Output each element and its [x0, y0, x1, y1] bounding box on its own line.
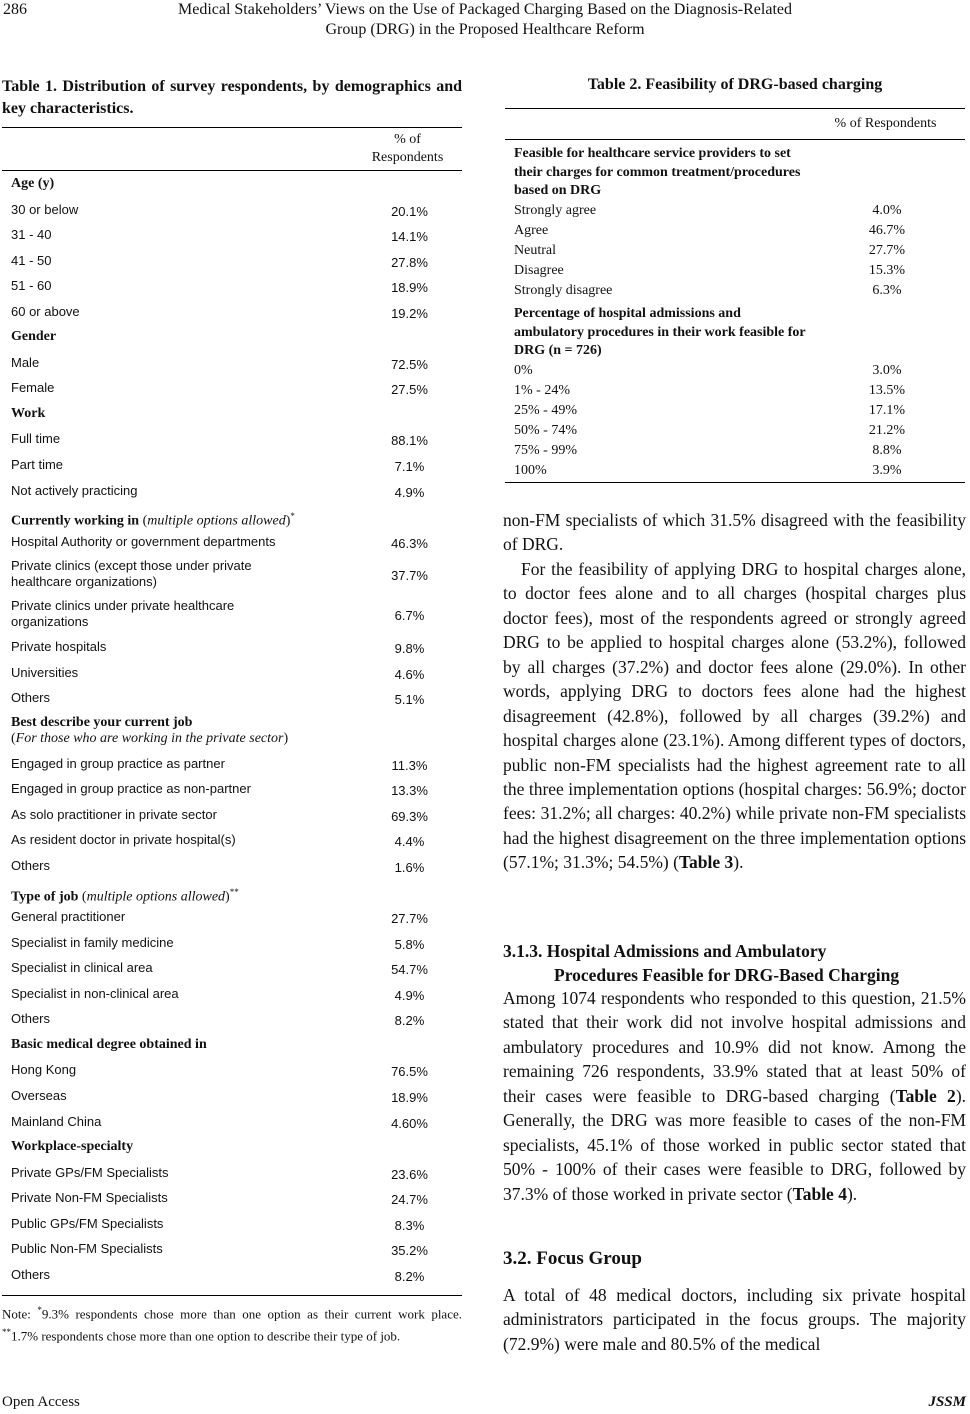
table1-row-value: 5.1% [394, 692, 425, 708]
table1-row-label: Others [11, 1011, 51, 1027]
table1-row [2, 223, 462, 249]
table1-row-label: Part time [11, 457, 64, 473]
table1-row [2, 635, 462, 661]
table1-row [2, 777, 462, 803]
table1-note: Note: *9.3% respondents chose more than one option as their current work place. **1.7% respondents chose more than one option to describe their type of job. [2, 1305, 462, 1344]
table1-header-rule [2, 170, 462, 171]
table1-row-value: 6.7% [394, 608, 425, 624]
table1-row-label: Others [11, 1266, 51, 1282]
table2-row-label: Agree [514, 222, 549, 238]
table1-row [2, 530, 462, 556]
table2-row [514, 461, 964, 481]
table1-row-value: 4.4% [394, 834, 425, 850]
table1-row-label: Public Non-FM Specialists [11, 1241, 163, 1257]
table1-row-label: Workplace-specialty [11, 1139, 134, 1155]
table1-row-value: 20.1% [391, 203, 428, 219]
table2-row-label: Disagree [514, 262, 564, 278]
table1-row-label: Universities [11, 664, 79, 680]
table2-bottom-rule [505, 482, 965, 483]
table1-row-label: As solo practitioner in private sector [11, 806, 217, 822]
table1-row-value: 18.9% [391, 280, 428, 296]
table1-row-value: 4.9% [394, 987, 425, 1003]
table2-row-label: 100% [514, 462, 547, 478]
table1-row-value: 4.6% [394, 666, 425, 682]
table1-row-value: 4.60% [391, 1115, 428, 1131]
table1-row [2, 1237, 462, 1263]
table1-row-label: Private hospitals [11, 639, 107, 655]
table1-row-value: 18.9% [391, 1089, 428, 1105]
table2-group-feasible-charges [514, 145, 964, 301]
table1-top-rule [2, 127, 462, 128]
table1-row-label: As resident doctor in private hospital(s) [11, 832, 236, 848]
table-reference: Table 4 [792, 1183, 847, 1204]
paragraph: For the feasibility of applying DRG to hospital charges alone, to doctor fees alone and to all charges (hospital charges plus doctor fees), most of the respondents agreed or strongly agreed DRG to be applied to hospital charges alone (53.2%), followed by all charges (37.2%) and doctor fees alone (29.0%). In other words, applying DRG to doctors fees alone had the highest disagreement (42.8%), followed by all charges (39.2%) and hospital charges alone (23.1%). Among different types of doctors, public non-FM specialists had the highest agreement rate to all the three implementation options (hospital charges: 56.9%; doctor fees: 31.2%; all charges: 40.2%) while private non-FM specialists had the highest disagreement on the three implementation options (57.1%; 31.3%; 54.5%) (Table 3). [503, 558, 966, 873]
table1-row-value: 19.2% [391, 305, 428, 321]
table1-row [2, 1186, 462, 1212]
running-title: Medical Stakeholders’ Views on the Use of Packaged Charging Based on the Diagnosis-Related Group (DRG) in the Proposed Healthcare Reform [177, 1, 792, 38]
table2-row [514, 401, 964, 421]
table2-row-label: Strongly agree [514, 202, 597, 218]
table1-row [2, 905, 462, 931]
table1-row-label: Private clinics (except those under private healthcare organizations) [11, 558, 252, 590]
table2-row [514, 261, 964, 281]
page-number: 286 [3, 1, 27, 18]
table1-row-value: 46.3% [391, 535, 428, 551]
table1-row [2, 427, 462, 453]
table1-row-label: Private GPs/FM Specialists [11, 1164, 169, 1180]
table2-row-value: 6.3% [872, 282, 902, 298]
table1-row-label: General practitioner [11, 909, 126, 925]
table1-row-value: 54.7% [391, 962, 428, 978]
table1-row-label: 51 - 60 [11, 278, 52, 294]
table1-caption: Table 1. Distribution of survey respondents, by demographics and key characteristics. [2, 78, 462, 117]
table2-row-value: 21.2% [868, 422, 906, 438]
body-paragraphs-top [503, 508, 966, 875]
table1-row-label: Type of job (multiple options allowed)** [11, 886, 239, 905]
table1-row-label: Basic medical degree obtained in [11, 1036, 207, 1052]
table2-row [514, 221, 964, 241]
table1-row-value: 1.6% [394, 860, 425, 876]
table2-row-value: 46.7% [868, 222, 906, 238]
table1-row-label: Mainland China [11, 1113, 102, 1129]
table1-row [2, 249, 462, 275]
table1-row-value: 8.3% [394, 1217, 425, 1233]
table1-row-value: 27.5% [391, 382, 428, 398]
table1-row [2, 595, 462, 635]
table2-row-value: 3.9% [872, 462, 902, 478]
table2-row-value: 15.3% [868, 262, 906, 278]
table2-row [514, 421, 964, 441]
table1-row-label: Hospital Authority or government departments [11, 533, 276, 549]
table1-row-label: 41 - 50 [11, 252, 52, 268]
table1-bottom-rule [2, 1295, 462, 1296]
table2-group-heading: Percentage of hospital admissions and ambulatory procedures in their work feasible for DRG (n = 726) [514, 306, 806, 358]
table1-row-value: 8.2% [394, 1013, 425, 1029]
table1-row-value: 8.2% [394, 1268, 425, 1284]
footer-journal: JSSM [928, 1394, 966, 1410]
table1-row [2, 931, 462, 957]
table2-row-value: 13.5% [868, 382, 906, 398]
table1-row-label: Engaged in group practice as partner [11, 755, 225, 771]
table1-row-value: 14.1% [391, 229, 428, 245]
table1-row-value: 24.7% [391, 1192, 428, 1208]
table1-row-value: 11.3% [391, 757, 428, 773]
table1-row-label: Not actively practicing [11, 482, 138, 498]
table2-row-label: 0% [514, 362, 533, 378]
table1-row-label: Private clinics under private healthcare organizations [11, 598, 235, 630]
table1-category-row [2, 402, 462, 428]
table1-row-label: Currently working in (multiple options allowed)* [11, 511, 295, 529]
table1-row-value: 37.7% [391, 568, 428, 584]
table1-row [2, 376, 462, 402]
table1-row [2, 828, 462, 854]
table1-row [2, 956, 462, 982]
table1-row-label: Others [11, 690, 51, 706]
table1-row-label: Male [11, 354, 40, 370]
table2-row-label: Neutral [514, 242, 556, 258]
table1-category-row [2, 1135, 462, 1161]
table1-row-label: Others [11, 858, 51, 874]
table2-row-label: 1% - 24% [514, 382, 570, 398]
table2-row-value: 17.1% [868, 402, 906, 418]
table-reference: Table 2 [895, 1085, 956, 1106]
table1-row-label: Age (y) [11, 176, 55, 191]
table1-row [2, 661, 462, 687]
table1-row [2, 982, 462, 1008]
section-heading-3-1-3: 3.1.3. Hospital Admissions and Ambulatory Procedures Feasible for DRG-Based Charging [503, 941, 900, 985]
body-paragraph-section-3-2 [503, 1283, 966, 1356]
table1-row [2, 1263, 462, 1289]
table1-row-value: 23.6% [391, 1166, 428, 1182]
table2-group-percentage-cases [514, 305, 964, 481]
table1-row-label: Private Non-FM Specialists [11, 1190, 168, 1206]
table1-row-label: Full time [11, 431, 61, 447]
table2-row-value: 4.0% [872, 202, 902, 218]
table2-caption: Table 2. Feasibility of DRG-based charging [587, 76, 883, 93]
table1-category-row [2, 325, 462, 351]
table2-row-value: 3.0% [872, 362, 902, 378]
table1-row [2, 274, 462, 300]
table2-row [514, 361, 964, 381]
table2-row [514, 381, 964, 401]
table1-row [2, 479, 462, 505]
table1-row-label: Hong Kong [11, 1062, 77, 1078]
table1-row-value: 4.9% [394, 484, 425, 500]
table1-category-row [2, 1033, 462, 1059]
table1-row [2, 1161, 462, 1187]
table2-row-label: 50% - 74% [514, 422, 577, 438]
table1-column-header: % of Respondents [371, 132, 444, 165]
table1-row-label: 60 or above [11, 303, 80, 319]
table2-row [514, 201, 964, 221]
table2-row-label: 25% - 49% [514, 402, 577, 418]
table1-row-value: 69.3% [391, 808, 428, 824]
table1-row [2, 1007, 462, 1033]
table1-row [2, 555, 462, 595]
paragraph: Among 1074 respondents who responded to this question, 21.5% stated that their work did not involve hospital admissions and ambulatory procedures and 10.9% did not know. Among the remaining 726 respondents, 33.9% stated that at least 50% of their cases were feasible to DRG-based charging (Table 2). Generally, the DRG was more feasible to cases of the non-FM specialists, 45.1% of those worked in public sector stated that 50% - 100% of their cases were feasible to DRG, followed by 37.3% of those worked in private sector (Table 4). [503, 988, 967, 1204]
table2-row-label: Strongly disagree [514, 282, 613, 298]
table2-column-header: % of Respondents [834, 116, 937, 131]
footer-open-access: Open Access [2, 1394, 80, 1410]
table2-row [514, 441, 964, 461]
table1-category-row [2, 172, 462, 198]
table2-row-value: 8.8% [872, 442, 902, 458]
table1-row-label: Female [11, 380, 55, 396]
table1-row-label: 31 - 40 [11, 227, 52, 243]
table1-row-label: Work [11, 405, 46, 421]
table1-row [2, 1084, 462, 1110]
table1-row-label: Best describe your current job (For those who are working in the private sector) [11, 714, 289, 746]
paragraph: A total of 48 medical doctors, including six private hospital administrators participated in the focus groups. The majority (72.9%) were male and 80.5% of the medical [503, 1285, 966, 1354]
table1-row-value: 27.8% [391, 254, 428, 270]
table2-row-value: 27.7% [868, 242, 906, 258]
table1-row-label: Specialist in clinical area [11, 960, 153, 976]
table1-row [2, 1058, 462, 1084]
table2-header-rule [505, 139, 965, 140]
running-header [0, 0, 970, 40]
table2-row-label: 75% - 99% [514, 442, 577, 458]
table1-row-value: 88.1% [391, 433, 428, 449]
table1-row [2, 854, 462, 880]
table1-row [2, 803, 462, 829]
table1-row-label: Public GPs/FM Specialists [11, 1215, 164, 1231]
body-paragraph-section-3-1-3 [503, 986, 966, 1206]
table1-row-value: 27.7% [391, 911, 428, 927]
table2-row [514, 241, 964, 261]
table1-row [2, 1110, 462, 1136]
table1-row-label: Specialist in family medicine [11, 934, 174, 950]
table1-row [2, 351, 462, 377]
table1-row-value: 35.2% [391, 1243, 428, 1259]
table1-row-value: 5.8% [394, 936, 425, 952]
table1-category-row [2, 504, 462, 530]
table1-row [2, 686, 462, 712]
table-reference: Table 3 [678, 852, 734, 873]
table1-category-row [2, 712, 462, 752]
table1-row-label: Gender [11, 329, 57, 345]
table1-body [2, 172, 462, 1288]
table1-row-label: Overseas [11, 1087, 67, 1103]
table1-row [2, 752, 462, 778]
table1-row-label: Specialist in non-clinical area [11, 985, 179, 1001]
table2-top-rule [505, 108, 965, 109]
table1-category-row [2, 880, 462, 906]
table1-row-value: 72.5% [391, 356, 428, 372]
paragraph: non-FM specialists of which 31.5% disagreed with the feasibility of DRG. [503, 510, 966, 555]
table1-row-label: Engaged in group practice as non-partner [11, 781, 251, 797]
table1-row-value: 76.5% [391, 1064, 428, 1080]
table1-row-label: 30 or below [11, 201, 79, 217]
table1-row [2, 453, 462, 479]
table1-row [2, 300, 462, 326]
section-heading-3-2: 3.2. Focus Group [503, 1248, 643, 1269]
table1-row [2, 198, 462, 224]
table2-row [514, 281, 964, 301]
table1-row-value: 9.8% [394, 641, 425, 657]
table1-row-value: 7.1% [394, 459, 425, 475]
table2-group-heading: Feasible for healthcare service providers to set their charges for common treatment/procedures based on DRG [514, 146, 801, 198]
table1-row-value: 13.3% [391, 783, 428, 799]
table1-row [2, 1212, 462, 1238]
